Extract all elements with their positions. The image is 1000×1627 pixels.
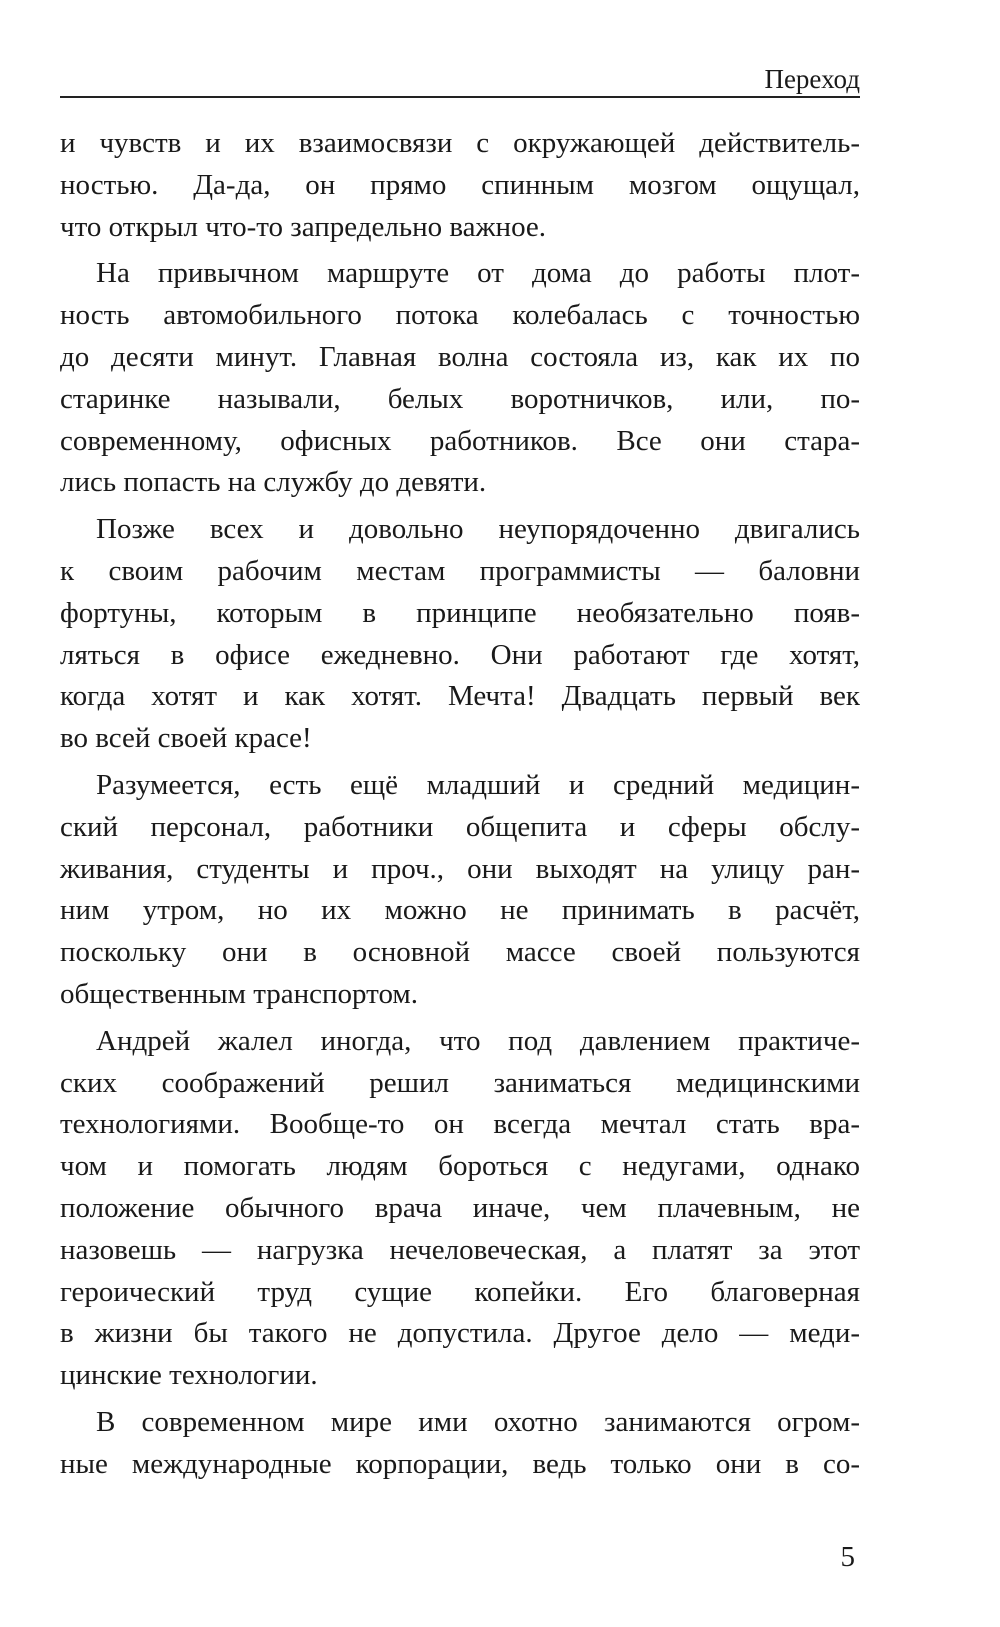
text-line: во всей своей красе! [60,722,312,755]
text-line: ляться в офисе ежедневно. Они работают где хотят, [60,638,860,671]
running-head [60,62,860,98]
text-line: Андрей жалел иногда, что под давлением практиче- [96,1024,860,1057]
text-line: ский персонал, работники общепита и сферы обслу- [60,810,860,843]
text-line: героический труд сущие копейки. Его благоверная [60,1275,860,1308]
text-line: когда хотят и как хотят. Мечта! Двадцать первый век [60,680,860,713]
text-line: назовешь — нагрузка нечеловеческая, а платят за этот [60,1233,860,1266]
text-line: ним утром, но их можно не принимать в расчёт, [60,894,860,927]
paragraph [60,253,860,504]
text-line: ные международные корпорации, ведь только они в со- [60,1447,860,1480]
text-line: живания, студенты и проч., они выходят на улицу ран- [60,852,860,885]
text-line: На привычном маршруте от дома до работы плот- [96,257,860,290]
text-line: цинские технологии. [60,1359,318,1392]
text-line: ность автомобильного потока колебалась с точностью [60,299,860,332]
text-line: общественным транспортом. [60,977,419,1010]
page-number: 5 [840,1541,855,1573]
paragraph [60,123,860,248]
text-line: современному, офисных работников. Все они стара- [60,424,860,457]
text-line: до десяти минут. Главная волна состояла из, как их по [60,340,860,373]
text-line: В современном мире ими охотно занимаются огром- [96,1405,860,1438]
text-line: фортуны, которым в принципе необязательно появ- [60,596,860,629]
text-line: в жизни бы такого не допустила. Другое дело — меди- [60,1317,860,1350]
paragraph [60,1402,860,1486]
text-line: что открыл что-то запредельно важное. [60,210,547,243]
text-line: ностью. Да-да, он прямо спинным мозгом ощущал, [60,168,860,201]
page-body [60,123,860,1491]
text-line: Разумеется, есть ещё младший и средний медицин- [96,768,860,801]
paragraph [60,1021,860,1397]
text-line: к своим рабочим местам программисты — баловни [60,554,860,587]
text-line: технологиями. Вообще-то он всегда мечтал стать вра- [60,1108,860,1141]
text-line: старинке называли, белых воротничков, или, по- [60,382,860,415]
text-line: и чувств и их взаимосвязи с окружающей действитель- [60,127,860,159]
text-line: положение обычного врача иначе, чем плачевным, не [60,1191,860,1224]
text-line: лись попасть на службу до девяти. [60,466,487,499]
text-line: поскольку они в основной массе своей пользуются [60,936,860,969]
running-title: Переход [764,64,860,94]
text-line: Позже всех и довольно неупорядоченно двигались [96,513,860,546]
paragraph [60,509,860,760]
paragraph [60,765,860,1016]
text-line: чом и помогать людям бороться с недугами, однако [60,1150,860,1183]
text-line: ских соображений решил заниматься медицинскими [60,1066,860,1099]
